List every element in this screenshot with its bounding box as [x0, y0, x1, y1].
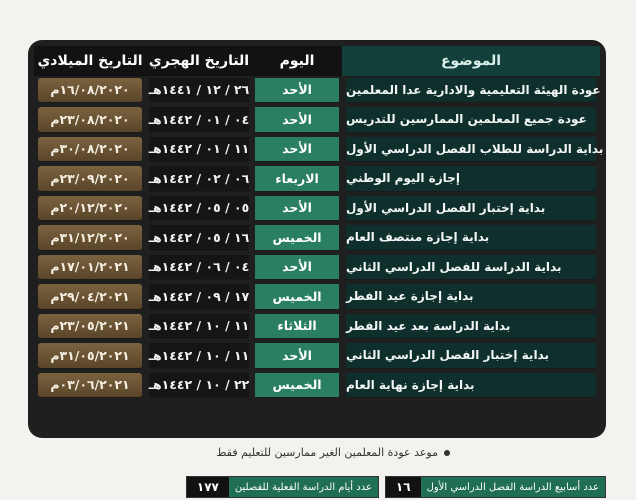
row-10-hijri: ١١ / ١٠ / ١٤٤٢هـ — [149, 343, 249, 369]
row-5-subject: بداية إختبار الفصل الدراسي الأول — [346, 196, 596, 222]
row-2-gregorian: ٢٣/٠٨/٢٠٢٠م — [38, 107, 142, 133]
row-6-day: الخميس — [255, 225, 339, 251]
days-label: عدد أيام الدراسة الفعلية للفصلين — [229, 477, 378, 497]
days-value: ١٧٧ — [187, 477, 229, 497]
row-3-hijri: ١١ / ٠١ / ١٤٤٢هـ — [149, 137, 249, 163]
row-9-day: الثلاثاء — [255, 314, 339, 340]
row-4-subject: إجازة اليوم الوطني — [346, 166, 596, 192]
row-9-gregorian: ٢٣/٠٥/٢٠٢١م — [38, 314, 142, 340]
row-10-subject: بداية إختبار الفصل الدراسي الثاني — [346, 343, 596, 369]
weeks-stat — [385, 476, 606, 498]
row-3-day: الأحد — [255, 137, 339, 163]
row-7-subject: بداية الدراسة للفصل الدراسي الثاني — [346, 255, 596, 281]
row-2-day: الأحد — [255, 107, 339, 133]
row-9-subject: بداية الدراسة بعد عيد الفطر — [346, 314, 596, 340]
footer-stats — [90, 476, 606, 498]
row-1-hijri: ٢٦ / ١٢ / ١٤٤١هـ — [149, 78, 249, 104]
header-day: اليوم — [252, 46, 342, 76]
row-8-hijri: ١٧ / ٠٩ / ١٤٤٢هـ — [149, 284, 249, 310]
row-3-subject: بداية الدراسة للطلاب الفصل الدراسي الأول — [346, 137, 596, 163]
row-8-subject: بداية إجازة عيد الفطر — [346, 284, 596, 310]
row-6-hijri: ١٦ / ٠٥ / ١٤٤٢هـ — [149, 225, 249, 251]
school-calendar-table — [34, 46, 604, 400]
row-2-hijri: ٠٤ / ٠١ / ١٤٤٢هـ — [149, 107, 249, 133]
row-11-gregorian: ٠٣/٠٦/٢٠٢١م — [38, 373, 142, 399]
row-7-day: الأحد — [255, 255, 339, 281]
header-subject: الموضوع — [342, 46, 600, 76]
row-5-day: الأحد — [255, 196, 339, 222]
header-gregorian: التاريخ الميلادي — [34, 46, 146, 76]
weeks-label: عدد أسابيع الدراسة الفصل الدراسي الأول — [421, 477, 605, 497]
row-10-day: الأحد — [255, 343, 339, 369]
row-1-day: الأحد — [255, 78, 339, 104]
row-10-gregorian: ٣١/٠٥/٢٠٢١م — [38, 343, 142, 369]
footnote-text: موعد عودة المعلمين الغير ممارسين للتعليم فقط — [216, 446, 438, 459]
header-hijri: التاريخ الهجري — [146, 46, 252, 76]
row-6-subject: بداية إجازة منتصف العام — [346, 225, 596, 251]
row-11-subject: بداية إجازة نهاية العام — [346, 373, 596, 399]
row-6-gregorian: ٣١/١٢/٢٠٢٠م — [38, 225, 142, 251]
row-2-subject: عودة جميع المعلمين الممارسين للتدريس — [346, 107, 596, 133]
row-8-day: الخميس — [255, 284, 339, 310]
row-7-hijri: ٠٤ / ٠٦ / ١٤٤٢هـ — [149, 255, 249, 281]
row-4-gregorian: ٢٣/٠٩/٢٠٢٠م — [38, 166, 142, 192]
row-5-hijri: ٠٥ / ٠٥ / ١٤٤٢هـ — [149, 196, 249, 222]
row-11-hijri: ٢٢ / ١٠ / ١٤٤٢هـ — [149, 373, 249, 399]
weeks-value: ١٦ — [386, 477, 421, 497]
row-3-gregorian: ٣٠/٠٨/٢٠٢٠م — [38, 137, 142, 163]
footnote — [160, 446, 450, 459]
days-stat — [186, 476, 379, 498]
row-11-day: الخميس — [255, 373, 339, 399]
row-1-subject: عودة الهيئة التعليمية والادارية عدا المعلمين — [346, 78, 596, 104]
row-8-gregorian: ٢٩/٠٤/٢٠٢١م — [38, 284, 142, 310]
row-4-day: الاربعاء — [255, 166, 339, 192]
row-5-gregorian: ٢٠/١٢/٢٠٢٠م — [38, 196, 142, 222]
row-1-gregorian: ١٦/٠٨/٢٠٢٠م — [38, 78, 142, 104]
bullet-icon — [444, 450, 450, 456]
row-7-gregorian: ١٧/٠١/٢٠٢١م — [38, 255, 142, 281]
row-9-hijri: ١١ / ١٠ / ١٤٤٢هـ — [149, 314, 249, 340]
row-4-hijri: ٠٦ / ٠٢ / ١٤٤٢هـ — [149, 166, 249, 192]
